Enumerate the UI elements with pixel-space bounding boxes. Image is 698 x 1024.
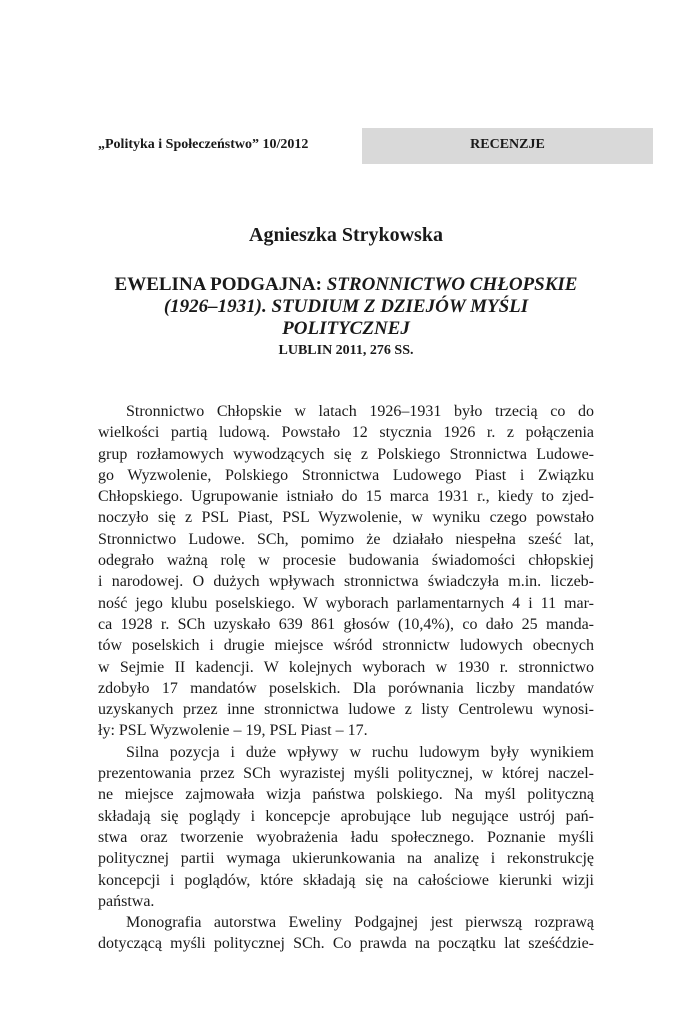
body-line: grup rozłamowych wywodzących się z Polskiego Stronnictwa Ludowe- [98,445,594,463]
body-line: go Wyzwolenie, Polskiego Stronnictwa Ludowego Piast i Związku [98,466,594,484]
body-line: koncepcji i poglądów, które składają się na całościowe kierunki wizji [98,871,594,889]
body-line: dotyczącą myśli politycznej SCh. Co prawda na początku lat sześćdzie- [98,935,594,953]
title-line-2: (1926–1931). STUDIUM Z DZIEJÓW MYŚLI [163,296,529,317]
title-line-1 [98,274,594,296]
body-line: i narodowej. O dużych wpływach stronnictwa świadczyła m.in. liczeb- [98,573,594,591]
body-line: Stronnictwo Ludowe. SCh, pomimo że działało niespełna sześć lat, [98,530,594,548]
publication-info: LUBLIN 2011, 276 SS. [278,343,414,358]
body-line: Stronnictwo Chłopskie w latach 1926–1931 było trzecią co do [126,403,594,420]
body-line: ły: PSL Wyzwolenie – 19, PSL Piast – 17. [98,722,368,740]
section-label-box [362,128,653,164]
body-line: stwa oraz tworzenie wyobrażenia ładu społecznego. Poznanie myśli [98,828,594,846]
body-line: tów poselskich i drugie miejsce wśród stronnictw ludowych obecnych [98,637,594,655]
section-label: RECENZJE [470,137,545,152]
journal-header: „Polityka i Społeczeństwo” 10/2012 [98,137,309,152]
body-line: wielkości partią ludową. Powstało 12 stycznia 1926 r. z połączenia [98,424,594,442]
body-line: ność jego klubu poselskiego. W wyborach parlamentarnych 4 i 11 mar- [98,594,594,612]
body-line: ca 1928 r. SCh uzyskało 639 861 głosów (10,4%), co dało 25 manda- [98,615,594,633]
title-book-author: EWELINA PODGAJNA: [114,274,327,295]
review-title [98,274,594,340]
body-line: uzyskanych przez inne stronnictwa ludowe z listy Centrolewu wynosi- [98,701,594,719]
review-body [98,401,594,955]
body-line: Monografia autorstwa Eweliny Podgajnej jest pierwszą rozprawą [126,914,594,932]
body-line: Silna pozycja i duże wpływy w ruchu ludowym były wynikiem [126,743,594,761]
body-line: politycznej partii wymaga ukierunkowania na analizę i rekonstrukcję [98,850,594,868]
body-line: prezentowania przez SCh wyrazistej myśli politycznej, w której naczel- [98,765,594,783]
body-line: ne miejsce zajmowała wizja państwa polskiego. Na myśl polityczną [98,786,594,804]
title-line-3: POLITYCZNEJ [282,318,410,339]
title-book-name: STRONNICTWO CHŁOPSKIE [326,274,578,295]
author-name: Agnieszka Strykowska [249,224,443,246]
body-line: zdobyło 17 mandatów poselskich. Dla porównania liczby mandatów [98,679,594,697]
body-line: w Sejmie II kadencji. W kolejnych wyborach w 1930 r. stronnictwo [98,658,594,676]
body-line: składają się poglądy i koncepcje aprobujące lub negujące ustrój pań- [98,807,594,825]
body-line: państwa. [98,892,155,910]
body-line: Chłopskiego. Ugrupowanie istniało do 15 marca 1931 r., kiedy to zjed- [98,488,594,506]
body-line: odegrało ważną rolę w procesie budowania świadomości chłopskiej [98,552,594,570]
body-line: noczyło się z PSL Piast, PSL Wyzwolenie, w wyniku czego powstało [98,509,594,527]
